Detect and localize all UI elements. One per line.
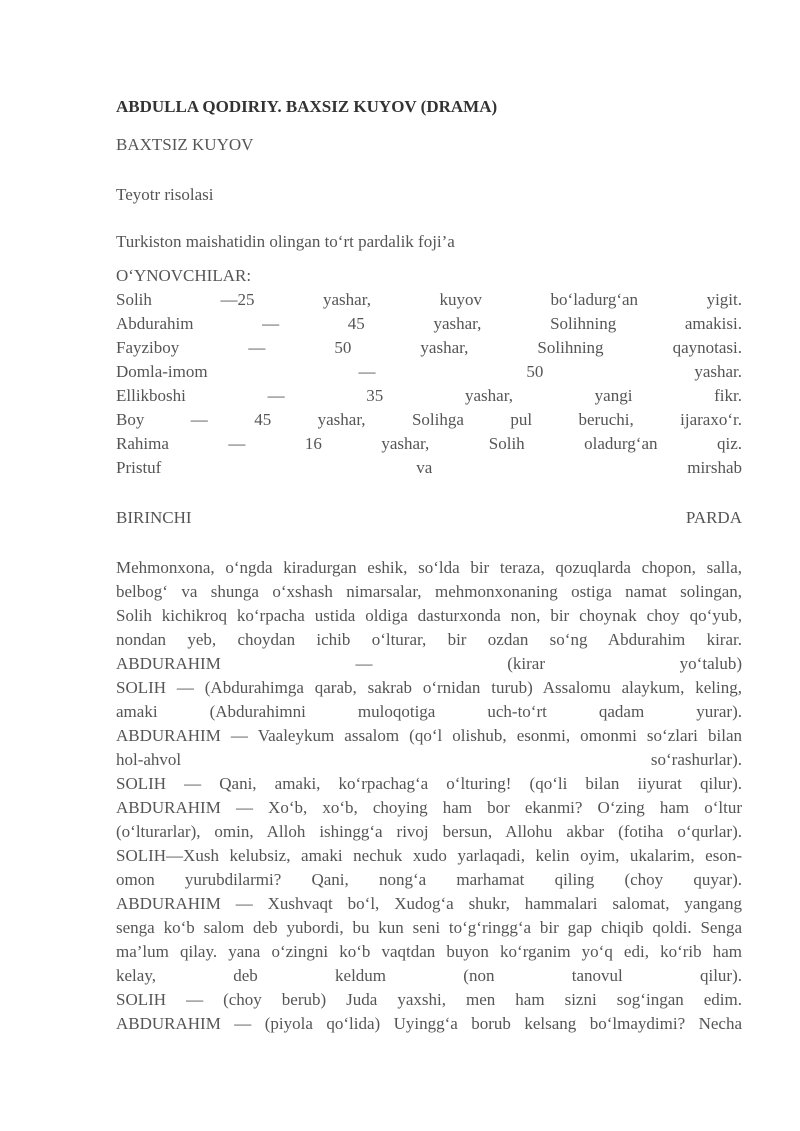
cast-item: Ellikboshi — 35 yashar, yangi fikr.: [116, 386, 742, 405]
act-heading: [116, 506, 742, 530]
text-line: SOLIH — (choy berub) Juda yaxshi, men ham sizni sog‘ingan edim.: [116, 990, 742, 1009]
text-line: omon yurubdilarmi? Qani, nong‘a marhamat qiling (choy quyar).: [116, 870, 742, 889]
cast-item: Abdurahim — 45 yashar, Solihning amakisi.: [116, 314, 742, 333]
text-line: Mehmonxona, o‘ngda kiradurgan eshik, so‘lda bir teraza, qozuqlarda chopon, salla,: [116, 558, 742, 577]
text-line: Solih kichikroq ko‘rpacha ustida oldiga dasturxonda non, bir choynak choy qo‘yub,: [116, 606, 742, 625]
play-text: [116, 556, 742, 1036]
cast-item: Solih —25 yashar, kuyov bo‘ladurg‘an yigit.: [116, 290, 742, 309]
cast-item: Fayziboy — 50 yashar, Solihning qaynotasi.: [116, 338, 742, 357]
text-line: ABDURAHIM — Xushvaqt bo‘l, Xudog‘a shukr, hammalari salomat, yangang: [116, 894, 742, 913]
text-line: nondan yeb, choydan ichib o‘lturar, bir ozdan so‘ng Abdurahim kirar.: [116, 630, 742, 649]
description-line: Turkiston maishatidin olingan to‘rt pardalik foji’a: [116, 232, 455, 251]
text-line: ma’lum qilay. yana o‘zingni ko‘b vaqtdan buyon ko‘rganim yo‘q edi, ko‘rib ham: [116, 942, 742, 961]
text-line: ABDURAHIM — (piyola qo‘lida) Uyingg‘a borub kelsang bo‘lmaydimi? Necha: [116, 1014, 742, 1033]
text-line: (o‘lturarlar), omin, Alloh ishingg‘a rivoj bersun, Allohu akbar (fotiha o‘qurlar).: [116, 822, 742, 841]
text-line: belbog‘ va shunga o‘xshash nimarsalar, mehmonxonaning ostiga namat solingan,: [116, 582, 742, 601]
act-heading-right: PARDA: [685, 508, 742, 527]
cast-heading: O‘YNOVCHILAR:: [116, 266, 252, 285]
text-line: hol-ahvol so‘rashurlar).: [116, 750, 742, 769]
text-line: ABDURAHIM — Vaaleykum assalom (qo‘l olishub, esonmi, omonmi so‘zlari bilan: [116, 726, 742, 745]
genre-line: Teyotr risolasi: [116, 185, 214, 204]
text-line: SOLIH — (Abdurahimga qarab, sakrab o‘rnidan turub) Assalomu alaykum, keling,: [116, 678, 742, 697]
text-line: SOLIH — Qani, amaki, ko‘rpachag‘a o‘lturing! (qo‘li bilan iiyurat qilur).: [116, 774, 742, 793]
text-line: amaki (Abdurahimni muloqotiga uch-to‘rt qadam yurar).: [116, 702, 742, 721]
document-title: ABDULLA QODIRIY. BAXSIZ KUYOV (DRAMA): [116, 97, 498, 116]
cast-item: Pristuf va mirshab: [116, 458, 742, 477]
text-line: kelay, deb keldum (non tanovul qilur).: [116, 966, 742, 985]
act-heading-left: BIRINCHI: [116, 508, 192, 527]
document-subtitle: BAXTSIZ KUYOV: [116, 135, 254, 154]
cast-item: Domla-imom — 50 yashar.: [116, 362, 742, 381]
cast-item: Rahima — 16 yashar, Solih oladurg‘an qiz.: [116, 434, 742, 453]
text-line: SOLIH—Xush kelubsiz, amaki nechuk xudo yarlaqadi, kelin oyim, ukalarim, eson-: [116, 846, 742, 865]
cast-list: [116, 288, 742, 480]
text-line: ABDURAHIM — (kirar yo‘talub): [116, 654, 742, 673]
cast-item: Boy — 45 yashar, Solihga pul beruchi, ijaraxo‘r.: [116, 410, 742, 429]
text-line: senga ko‘b salom deb yubordi, bu kun seni to‘g‘ringg‘a bir gap chiqib qoldi. Senga: [116, 918, 742, 937]
text-line: ABDURAHIM — Xo‘b, xo‘b, choying ham bor ekanmi? O‘zing ham o‘ltur: [116, 798, 742, 817]
